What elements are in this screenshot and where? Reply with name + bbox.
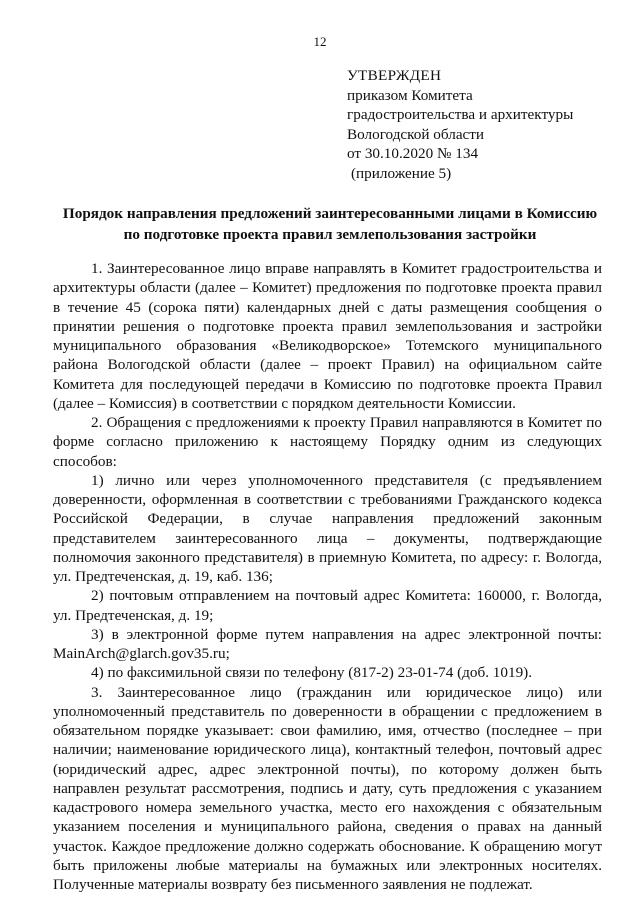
- subitem-2: 2) почтовым отправлением на почтовый адрес Комитета: 160000, г. Вологда, ул. Предтеченская, д. 19;: [53, 587, 602, 624]
- approval-heading: УТВЕРЖДЕН: [347, 67, 442, 84]
- subitem-4: 4) по факсимильной связи по телефону (817-2) 23-01-74 (доб. 1019).: [91, 664, 533, 682]
- paragraph-2: 2. Обращения с предложениями к проекту Правил направляются в Комитет по форме согласно приложению к настоящему Порядку одним из следующих способов:: [53, 414, 602, 470]
- page-number: 12: [313, 34, 327, 49]
- approval-line-appendix: (приложение 5): [351, 164, 452, 182]
- document-body: [53, 259, 602, 894]
- paragraph-3: 3. Заинтересованное лицо (гражданин или юридическое лицо) или уполномоченный представитель по доверенности в обращении с предложением в обязательном порядке указывает: свои фамилию, имя, отчество (последнее – при наличии; наименование юридического лица), контактный телефон, почтовый адрес (юридический адрес, адрес электронной почты), по которому должен быть направлен результат рассмотрения, подпись и дату, суть предложения с указанием кадастрового номера земельного участка, место его нахождения с обязательным указанием поселения и муниципального района, сведения о правах на данный участок. Каждое предложение должно содержать обоснование. К обращению могут быть приложены любые материалы на бумажных или электронных носителях. Полученные материалы возврату без письменного заявления не подлежат.: [53, 683, 602, 893]
- title-line-2: по подготовке проекта правил землепользования застройки: [123, 226, 537, 243]
- subitem-3: 3) в электронной форме путем направления на адрес электронной почты: MainArch@glarch.gov35.ru;: [53, 625, 602, 662]
- approval-line-committee: градостроительства и архитектуры: [347, 106, 574, 124]
- document-title: [40, 203, 620, 245]
- paragraph-1: 1. Заинтересованное лицо вправе направлять в Комитет градостроительства и архитектуры области (далее – Комитет) предложения по подготовке проекта правил в течение 45 (сорока пяти) календарных дней с даты размещения сообщения о принятии решения о подготовке проекта правил землепользования и застройки муниципального образования «Великодворское» Тотемского муниципального района Вологодской области (далее – проект Правил) на официальном сайте Комитета для последующей передачи в Комиссию по подготовке проекта Правил (далее – Комиссия) в соответствии с порядком деятельности Комиссии.: [53, 260, 602, 412]
- approval-block: [347, 66, 573, 184]
- subitem-1: 1) лично или через уполномоченного представителя (с предъявлением доверенности, оформленная в соответствии с требованиями Гражданского кодекса Российской Федерации, в случае направления предложений законным представителем заинтересованного лица – документы, подтверждающие полномочия законного представителя) в приемную Комитета, по адресу: г. Вологда, ул. Предтеченская, д. 19, каб. 136;: [53, 471, 602, 585]
- title-line-1: Порядок направления предложений заинтересованными лицами в Комиссию: [62, 205, 598, 222]
- approval-line-date: от 30.10.2020 № 134: [347, 145, 479, 163]
- approval-line-region: Вологодской области: [347, 125, 485, 143]
- approval-line-order: приказом Комитета: [347, 86, 473, 104]
